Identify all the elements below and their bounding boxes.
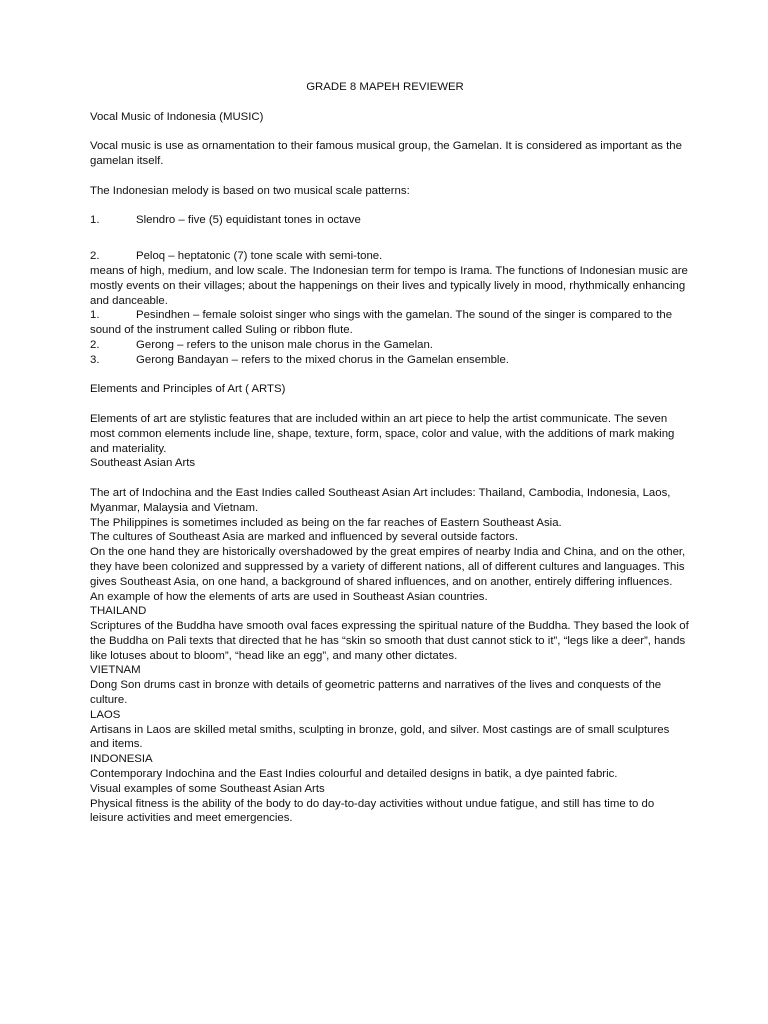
document-title: GRADE 8 MAPEH REVIEWER [306, 81, 464, 93]
sea-paragraph-4: On the one hand they are historically overshadowed by the great empires of nearby India and China, and on the other, they have been colonized and suppressed by a variety of different nations, all of different cultures and languages. This gives Southeast Asia, on one hand, a background of shared influences, and on another, entirely differing influences. [90, 546, 686, 588]
arts-heading: Elements and Principles of Art ( ARTS) [90, 383, 286, 396]
thailand-paragraph: Scriptures of the Buddha have smooth oval faces expressing the spiritual nature of the Buddha. They based the look of the Buddha on Pali texts that directed that he has “skin so smooth that dust cannot stick to it”, “legs like a deer”, hands like lotuses about to bloom”, “head like an egg”, and many other dictates. [90, 620, 689, 662]
sea-paragraph-1: The art of Indochina and the East Indies called Southeast Asian Art includes: Thailand, Cambodia, Indonesia, Laos, Myanmar, Malaysia and Vietnam. [90, 486, 671, 514]
laos-paragraph: Artisans in Laos are skilled metal smiths, sculpting in bronze, gold, and silver. Most castings are of small sculptures and items. [90, 723, 670, 751]
arts-intro-paragraph: Elements of art are stylistic features that are included within an art piece to help the artist communicate. The seven most common elements include line, shape, texture, form, space, color and value, with the additions of mark making and materiality. [90, 412, 675, 455]
scale-means-paragraph: means of high, medium, and low scale. The Indonesian term for tempo is Irama. The functions of Indonesian music are mostly events on their villages; about the happenings on their lives and typically lively in mood, rhythmically enhancing and danceable. [90, 264, 688, 307]
list-number: 3. [90, 353, 100, 366]
list-number: 2. [90, 250, 100, 263]
laos-heading: LAOS [90, 708, 121, 721]
singer-item-3-text: Gerong Bandayan – refers to the mixed chorus in the Gamelan ensemble. [136, 353, 509, 366]
singer-item-3 [90, 353, 690, 368]
indonesia-paragraph: Contemporary Indochina and the East Indies colourful and detailed designs in batik, a dye painted fabric. [90, 768, 618, 781]
scale-item-2-text: Peloq – heptatonic (7) tone scale with semi-tone. [136, 250, 383, 263]
sea-paragraph-3: The cultures of Southeast Asia are marked and influenced by several outside factors. [90, 531, 519, 544]
singer-item-2 [90, 338, 690, 353]
scale-item-2 [90, 249, 690, 264]
thailand-heading: THAILAND [90, 605, 147, 618]
visual-examples-line: Visual examples of some Southeast Asian Arts [90, 782, 325, 795]
sea-paragraph-5: An example of how the elements of arts are used in Southeast Asian countries. [90, 590, 488, 603]
music-intro-paragraph: Vocal music is use as ornamentation to their famous musical group, the Gamelan. It is considered as important as the gamelan itself. [90, 140, 682, 168]
singer-item-1-text: Pesindhen – female soloist singer who sings with the gamelan. The sound of the singer is compared to the sound of the instrument called Suling or ribbon flute. [90, 309, 673, 337]
indonesia-heading: INDONESIA [90, 753, 153, 766]
music-heading: Vocal Music of Indonesia (MUSIC) [90, 110, 264, 123]
vietnam-heading: VIETNAM [90, 664, 141, 677]
scale-item-1-text: Slendro – five (5) equidistant tones in octave [136, 214, 361, 227]
list-number: 2. [90, 338, 100, 351]
vietnam-paragraph: Dong Son drums cast in bronze with details of geometric patterns and narratives of the lives and conquests of the culture. [90, 679, 662, 707]
document-page [90, 80, 690, 826]
melody-intro-paragraph: The Indonesian melody is based on two musical scale patterns: [90, 184, 410, 197]
list-number: 1. [90, 214, 100, 227]
scale-item-1 [90, 213, 690, 228]
sea-paragraph-2: The Philippines is sometimes included as being on the far reaches of Eastern Southeast Asia. [90, 516, 562, 529]
singer-item-2-text: Gerong – refers to the unison male chorus in the Gamelan. [136, 338, 433, 351]
list-number: 1. [90, 309, 100, 322]
physical-fitness-paragraph: Physical fitness is the ability of the body to do day-to-day activities without undue fatigue, and still has time to do leisure activities and meet emergencies. [90, 797, 655, 825]
sea-heading: Southeast Asian Arts [90, 457, 196, 470]
singer-item-1 [90, 308, 690, 338]
